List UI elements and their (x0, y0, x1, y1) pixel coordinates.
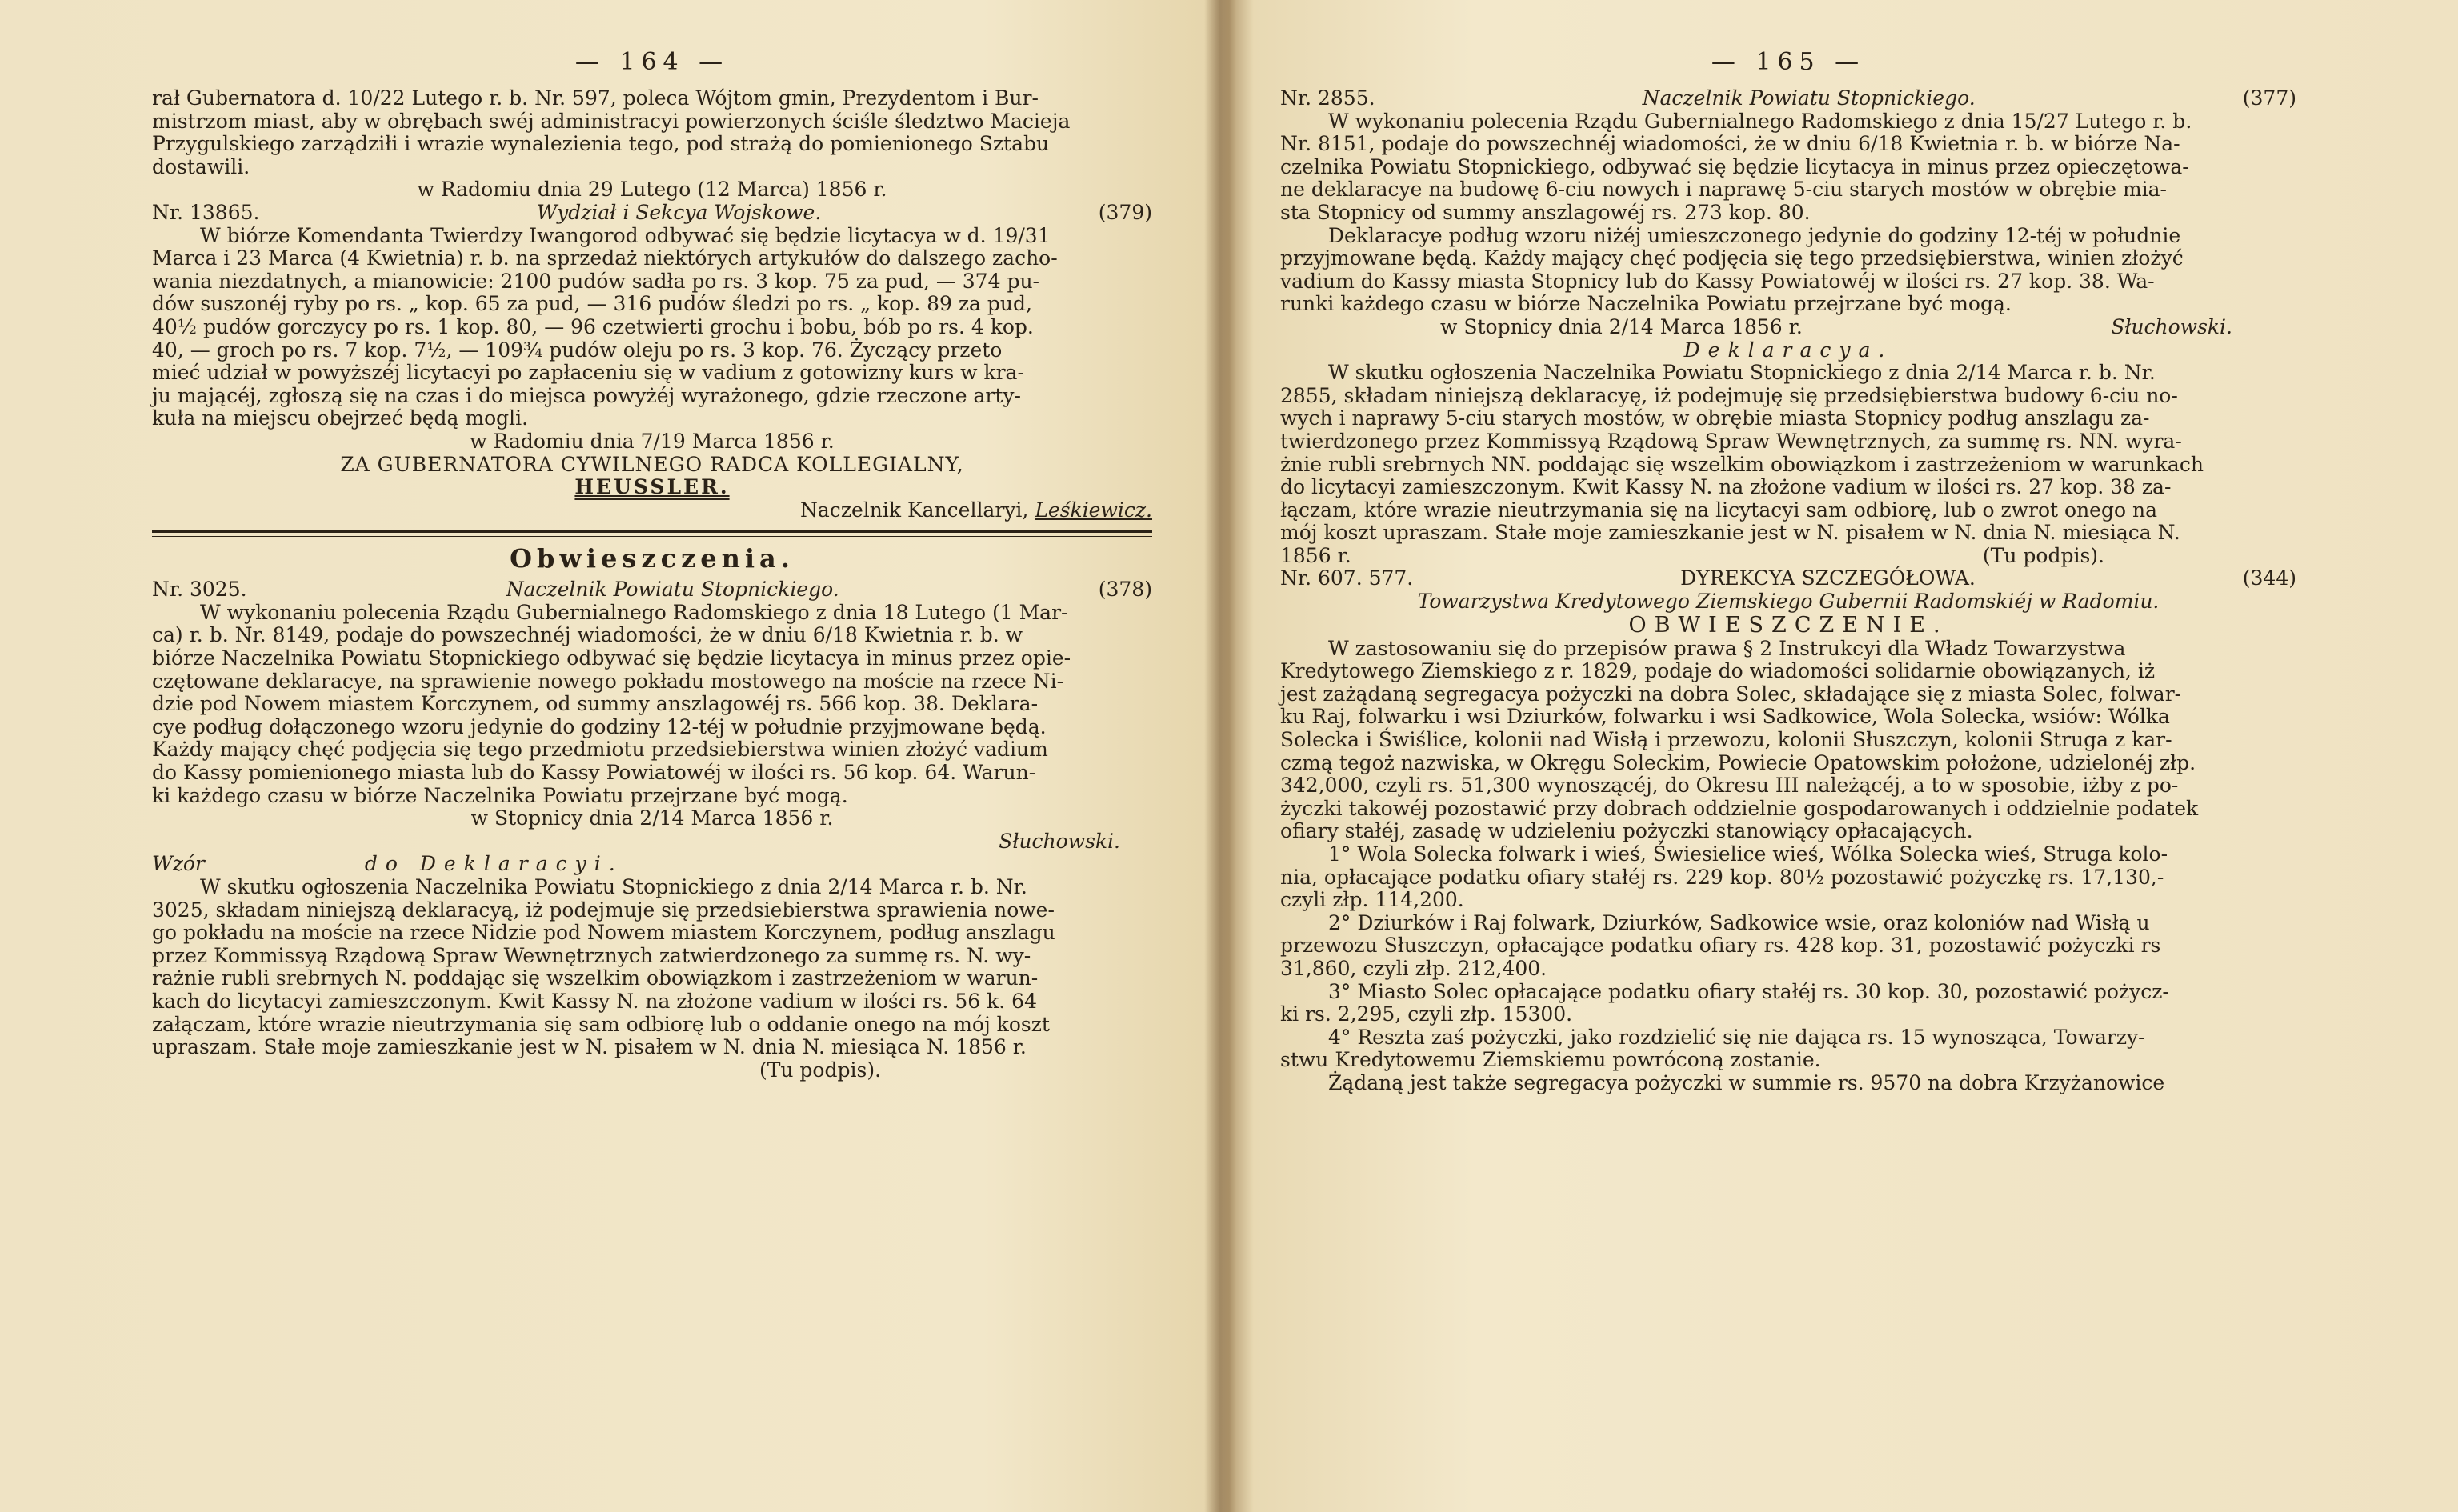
notice-number: Nr. 13865. (152, 200, 260, 224)
text-line: 3025, składam niniejszą deklaracyą, iż podejmuje się przedsiebierstwa sprawienia nowe- (152, 898, 1055, 922)
text-line: czmą tegoż nazwiska, w Okręgu Soleckim, Powiecie Opatowskim położone, udzielonéj złp. (1280, 750, 2196, 774)
list-item: 3° Miasto Solec opłacające podatku ofiary stałéj rs. 30 kop. 30, pozostawić pożycz- (1328, 979, 2169, 1003)
text-line: ne deklaracye na budowę 6-ciu nowych i naprawę 5-ciu starych mostów w obrębie mia- (1280, 178, 2168, 202)
list-item: stwu Kredytowemu Ziemskiemu powróconą zostanie. (1280, 1048, 1821, 1072)
text-line: przyjmowane będą. Każdy mający chęć podjęcia się tego przedsiębierstwa, winien złożyć (1280, 246, 2184, 270)
signed-name: Słuchowski. (999, 829, 1120, 853)
text-line: biórze Naczelnika Powiatu Stopnickiego odbywać się będzie licytacya in minus przez opie- (152, 646, 1071, 670)
text-line: Kredytowego Ziemskiego z r. 1829, podaje do wiadomości solidarnie obowiązanych, iż (1280, 659, 2155, 683)
notice-code: (379) (1098, 200, 1152, 224)
list-item: 2° Dziurków i Raj folwark, Dziurków, Sadkowice wsie, oraz koloniów nad Wisłą u (1328, 910, 2150, 934)
text-line: ki każdego czasu w biórze Naczelnika Powiatu przejrzane być mogą. (152, 783, 848, 807)
text-line: Marca i 23 Marca (4 Kwietnia) r. b. na sprzedaż niektórych artykułów do dalszego zacho- (152, 246, 1058, 270)
notice-code: (377) (2242, 86, 2296, 110)
text-line: dzie pod Nowem miastem Korczynem, od summy anszlagowéj rs. 566 kop. 38. Deklara- (152, 692, 1039, 716)
text-line: mieć udział w powyższéj licytacyi po zapłaceniu się w vadium z gotowizny kurs w kra- (152, 361, 1024, 385)
section-rule (152, 530, 1152, 533)
list-item: przewozu Słuszczyn, opłacające podatku ofiary rs. 428 kop. 31, pozostawić pożyczki rs (1280, 934, 2161, 958)
text-line: załączam, które wrazie nieutrzymania się sam odbiorę lub o oddanie onego na mój koszt (152, 1012, 1050, 1036)
text-line: czelnika Powiatu Stopnickiego, odbywać się będzie licytacya in minus przez opieczętowa- (1280, 154, 2189, 178)
year-text: 1856 r. (1280, 543, 1351, 567)
list-item: czyli złp. 114,200. (1280, 888, 1464, 912)
text-line: ofiary stałéj, zasadę w udzieleniu pożyczki stanowiący opłacających. (1280, 819, 1973, 843)
notice-body-344 (1280, 638, 2296, 843)
notice-header-379 (152, 202, 1152, 225)
text-line: W skutku ogłoszenia Naczelnika Powiatu Stopnickiego z dnia 2/14 Marca r. b. Nr. (1328, 361, 2156, 385)
text-line: twierdzonego przez Kommissyą Rządową Spraw Wewnętrznych, za summę rs. NN. wyra- (1280, 429, 2182, 453)
notice-body-377 (1280, 110, 2296, 316)
text-line: mój koszt upraszam. Stałe moje zamieszkanie jest w N. pisałem w N. dnia N. miesiąca N. (1280, 521, 2180, 545)
left-page-number: — 164 — (574, 48, 730, 76)
notice-office: Naczelnik Powiatu Stopnickiego. (506, 578, 839, 602)
place-date: w Radomiu dnia 7/19 Marca 1856 r. (470, 429, 835, 453)
section-heading: OBWIESZCZENIE. (1628, 612, 1948, 638)
text-line: 2855, składam niniejszą deklaracyę, iż podejmuję się przedsiębierstwa budowy 6-ciu no- (1280, 383, 2178, 407)
list-item: ki rs. 2,295, czyli złp. 15300. (1280, 1002, 1573, 1026)
section-rule-thin (152, 536, 1152, 537)
text-line: Przygulskiego zarządziłi i wrazie wynalezienia tego, pod strażą do pomienionego Sztabu (152, 132, 1050, 156)
notice-code: (378) (1098, 578, 1152, 602)
book-gutter (1204, 0, 1236, 1512)
text-line: do licytacyi zamieszczonym. Kwit Kassy N. na złożone vadium w ilości rs. 27 kop. 38 za- (1280, 475, 2172, 499)
list-item: 4° Reszta zaś pożyczki, jako rozdzielić się nie dająca rs. 15 wynosząca, Towarzy- (1328, 1025, 2145, 1049)
text-line: 40, — groch po rs. 7 kop. 7½, — 109¾ pudów oleju po rs. 3 kop. 76. Życzący przeto (152, 338, 1003, 362)
text-line: Solecka i Świślice, kolonii nad Wisłą i przewozu, kolonii Słuszczyn, kolonii Struga z kar- (1280, 728, 2172, 752)
signature-title: ZA GUBERNATORA CYWILNEGO RADCA KOLLEGIALNY, (340, 452, 964, 476)
text-line: wych i naprawy 5-ciu starych mostów, w obrębie miasta Stopnicy podług anszlagu za- (1280, 406, 2150, 430)
wzor-header (152, 853, 1152, 876)
text-line: przez Kommissyą Rządową Spraw Wewnętrznych zatwierdzonego za summę rs. N. wy- (152, 943, 1031, 967)
list-item: nia, opłacające podatku ofiary stałéj rs. 229 kop. 80½ pozostawić pożyczkę rs. 17,130,- (1280, 865, 2164, 889)
signature-placeholder: (Tu podpis). (759, 1058, 882, 1082)
chancellery-name: Leśkiewicz. (1035, 498, 1152, 522)
left-page (152, 48, 1152, 1082)
notice-header-344 (1280, 567, 2296, 590)
place-date-row (1280, 316, 2296, 339)
text-line: 40½ pudów gorczycy po rs. 1 kop. 80, — 96 czetwierti grochu i bobu, bób po rs. 4 kop. (152, 314, 1034, 338)
list-item: Żądaną jest także segregacya pożyczki w summie rs. 9570 na dobra Krzyżanowice (1328, 1070, 2165, 1094)
deklaracya-body (1280, 362, 2296, 545)
text-line: ju mającéj, zgłoszą się na czas i do miejsca powyżéj wyrażonego, gdzie rzeczone arty- (152, 383, 1021, 407)
text-line: ca) r. b. Nr. 8149, podaje do powszechnéj wiadomości, że w dniu 6/18 Kwietnia r. b. w (152, 623, 1023, 647)
text-line: kuła na miejscu obejrzeć będą mogli. (152, 406, 529, 430)
text-line: rał Gubernatora d. 10/22 Lutego r. b. Nr. 597, poleca Wójtom gmin, Prezydentom i Bur- (152, 86, 1039, 110)
chancellery-line (152, 499, 1152, 522)
text-line: W wykonaniu polecenia Rządu Gubernialnego Radomskiego z dnia 18 Lutego (1 Mar- (200, 600, 1068, 624)
text-line: wania niezdatnych, a mianowicie: 2100 pudów sadła po rs. 3 kop. 75 za pud, — 374 pu- (152, 269, 1039, 293)
deklaracya-title: Deklaracya. (1683, 338, 1893, 362)
signature-placeholder: (Tu podpis). (1982, 543, 2104, 567)
text-line: 342,000, czyli rs. 51,300 wynoszącéj, do Okresu III należącéj, a to w sposobie, iżby z po- (1280, 774, 2179, 798)
text-line: cye podług dołączonego wzoru jedynie do godziny 12-téj w południe przyjmowane będą. (152, 714, 1047, 738)
year-signature-row (1280, 545, 2296, 568)
text-line: do Kassy pomienionego miasta lub do Kassy Powiatowéj w ilości rs. 56 kop. 64. Warun- (152, 761, 1036, 785)
place-date: w Radomiu dnia 29 Lutego (12 Marca) 1856 r. (417, 178, 887, 202)
notice-code: (344) (2242, 566, 2296, 590)
text-line: Nr. 8151, podaje do powszechnéj wiadomości, że w dniu 6/18 Kwietnia r. b. w biórze Na- (1280, 132, 2180, 156)
text-line: mistrzom miast, aby w obrębach swéj administracyi powierzonych ściśle śledztwo Macieja (152, 109, 1071, 133)
signature-name (152, 476, 1152, 499)
signed-name: Słuchowski. (2111, 314, 2232, 338)
list-item: 1° Wola Solecka folwark i wieś, Świesielice wieś, Wólka Solecka wieś, Struga kolo- (1328, 842, 2168, 866)
notice-number: Nr. 3025. (152, 578, 247, 602)
text-line: żnie rubli srebrnych NN. poddając się wszelkim obowiązkom i zastrzeżeniom w warunkach (1280, 452, 2204, 476)
section-heading: Obwieszczenia. (510, 543, 795, 574)
text-line: upraszam. Stałe moje zamieszkanie jest w N. pisałem w N. dnia N. miesiąca N. 1856 r. (152, 1035, 1027, 1059)
wzor-title: do Deklaracyi. (364, 852, 623, 876)
notice-office: Wydział i Sekcya Wojskowe. (536, 200, 822, 224)
notice-header-377 (1280, 87, 2296, 110)
notice-office: DYREKCYA SZCZEGÓŁOWA. (1680, 566, 1976, 590)
society-name: Towarzystwa Kredytowego Ziemskiego Gubernii Radomskiéj w Radomiu. (1417, 590, 2160, 614)
notice-number: Nr. 607. 577. (1280, 566, 1414, 590)
text-line: vadium do Kassy miasta Stopnicy lub do Kassy Powiatowéj w ilości rs. 27 kop. 38. Wa- (1280, 269, 2155, 293)
text-line: W biórze Komendanta Twierdzy Iwangorod odbywać się będzie licytacya w d. 19/31 (200, 223, 1051, 247)
right-page-number: — 165 — (1711, 48, 1866, 76)
text-line: dów suszonéj ryby po rs. „ kop. 65 za pud, — 316 pudów śledzi po rs. „ kop. 89 za pud, (152, 292, 1032, 316)
wzor-label: Wzór (152, 852, 205, 876)
text-line: kach do licytacyi zamieszczonym. Kwit Kassy N. na złożone vadium w ilości rs. 56 k. 64 (152, 989, 1037, 1013)
text-line: sta Stopnicy od summy anszlagowéj rs. 273 kop. 80. (1280, 200, 1811, 224)
chancellery-label: Naczelnik Kancellaryi, (800, 498, 1029, 522)
list-item: 31,860, czyli złp. 212,400. (1280, 956, 1547, 980)
text-line: dostawili. (152, 154, 250, 178)
text-line: łączam, które wrazie nieutrzymania się na licytacyi sam odbiorę, lub o zwrot onego na (1280, 498, 2157, 522)
text-line: W skutku ogłoszenia Naczelnika Powiatu Stopnickiego z dnia 2/14 Marca r. b. Nr. (200, 875, 1027, 898)
notice-body-379 (152, 225, 1152, 430)
text-line: runki każdego czasu w biórze Naczelnika Powiatu przejrzane być mogą. (1280, 292, 2012, 316)
text-line: Deklaracye podług wzoru niżéj umieszczonego jedynie do godziny 12-téj w południe (1328, 223, 2181, 247)
signature-name-text: HEUSSLER. (574, 475, 730, 499)
text-line: W wykonaniu polecenia Rządu Gubernialnego Radomskiego z dnia 15/27 Lutego r. b. (1328, 109, 2192, 133)
right-page (1280, 48, 2296, 1095)
text-line: Każdy mający chęć podjęcia się tego przedmiotu przedsiebierstwa winien złożyć vadium (152, 738, 1048, 762)
notice-body-378 (152, 602, 1152, 807)
text-line: jest zażądaną segregacya pożyczki na dobra Solec, składające się z miasta Solec, folwar- (1280, 682, 2182, 706)
notice-number: Nr. 2855. (1280, 86, 1375, 110)
text-line: W zastosowaniu się do przepisów prawa § 2 Instrukcyi dla Władz Towarzystwa (1328, 636, 2126, 660)
intro-text (152, 87, 1152, 178)
text-line: czętowane deklaracye, na sprawienie nowego pokładu mostowego na moście na rzece Ni- (152, 669, 1064, 693)
text-line: go pokładu na moście na rzece Nidzie pod Nowem miastem Korczynem, podług anszlagu (152, 921, 1055, 945)
wzor-body (152, 876, 1152, 1059)
text-line: życzki takowéj pozostawić przy dobrach oddzielnie gospodarowanych i oddzielnie podatek (1280, 796, 2199, 820)
notice-header-378 (152, 578, 1152, 602)
text-line: ku Raj, folwarku i wsi Dziurków, folwarku i wsi Sadkowice, Wola Solecka, wsiów: Wólka (1280, 705, 2170, 729)
item-list (1280, 843, 2296, 1095)
place-date: w Stopnicy dnia 2/14 Marca 1856 r. (1440, 314, 1803, 338)
notice-office: Naczelnik Powiatu Stopnickiego. (1642, 86, 1976, 110)
place-date: w Stopnicy dnia 2/14 Marca 1856 r. (470, 806, 834, 830)
text-line: rażnie rubli srebrnych N. poddając się wszelkim obowiązkom i zastrzeżeniom w warun- (152, 966, 1039, 990)
